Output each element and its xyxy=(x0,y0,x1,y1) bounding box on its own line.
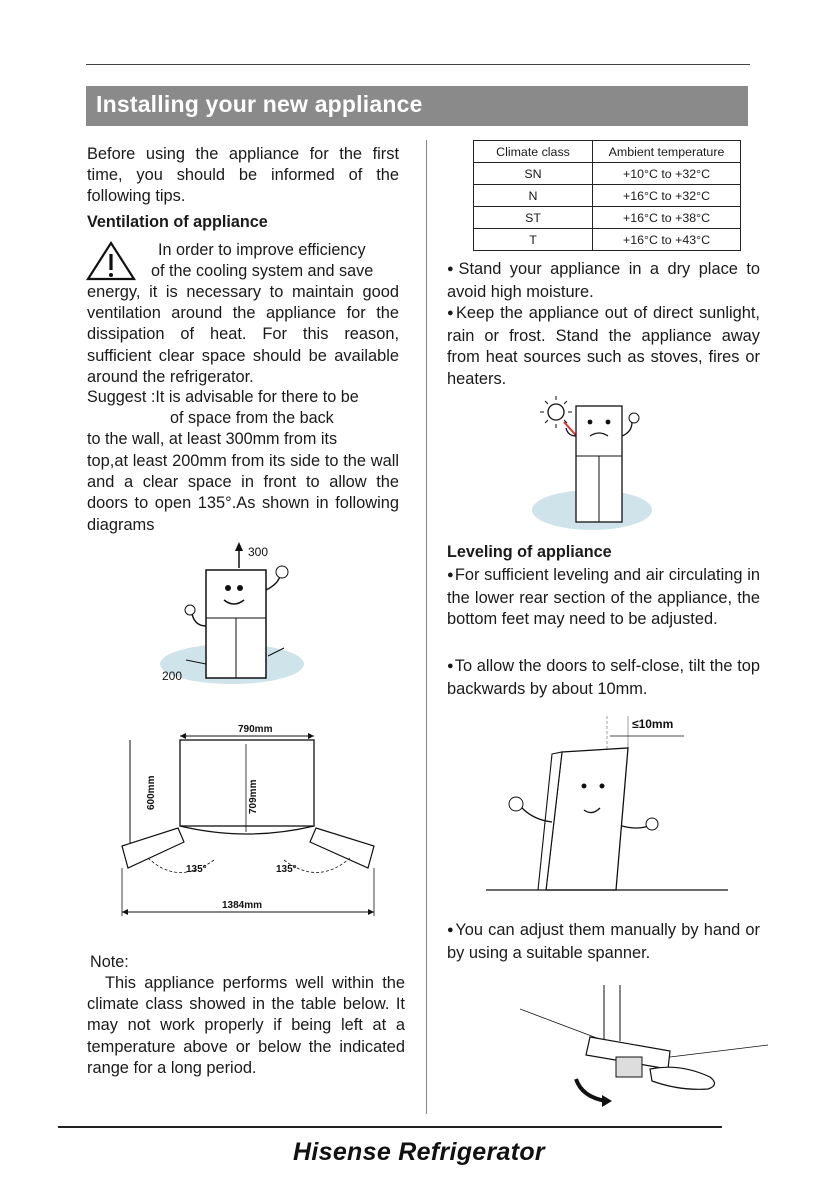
climate-table xyxy=(473,140,741,251)
column-divider xyxy=(426,140,427,1114)
top-clearance-label: 300 xyxy=(248,545,269,559)
brand-footer: Hisense Refrigerator xyxy=(293,1138,545,1166)
note-paragraph: This appliance performs well within the climate class showed in the table below. It may not work properly if being left at a temperature above or below the indicated range for a long period. xyxy=(87,974,405,1077)
left-angle-label: 135° xyxy=(186,864,207,875)
temperature-cell: +16°C to +32°C xyxy=(593,185,741,207)
tilt-bullet: ● To allow the doors to self-close, tilt the top backwards by about 10mm. xyxy=(447,656,760,700)
column-header: Climate class xyxy=(474,141,593,163)
leveling-heading: Leveling of appliance xyxy=(447,543,612,561)
climate-class-cell: T xyxy=(474,229,593,251)
up-arrow-icon xyxy=(235,542,243,551)
column-header: Ambient temperature xyxy=(593,141,741,163)
suggest-line-3: to the wall, at least 300mm from its xyxy=(87,430,338,448)
ventilation-paragraph: energy, it is necessary to maintain good ventilation around the appliance for the dissipation of heat. For this reason, sufficient clear space should be available around the refrigerator. xyxy=(87,283,399,386)
climate-class-cell: ST xyxy=(474,207,593,229)
vent-line-1: In order to improve efficiency xyxy=(158,241,366,259)
right-angle-label: 135° xyxy=(276,864,297,875)
door-plan-diagram xyxy=(118,718,380,918)
fridge-plan xyxy=(180,740,314,826)
heat-source-illustration xyxy=(528,392,658,534)
ventilation-heading: Ventilation of appliance xyxy=(87,213,268,231)
tilt-diagram xyxy=(482,712,744,904)
table-row xyxy=(474,229,741,251)
depth2-label: 709mm xyxy=(248,779,259,814)
intro-paragraph: Before using the appliance for the first time, you should be informed of the following tips. xyxy=(87,145,399,206)
leveling-bullet: ● For sufficient leveling and air circulating in the lower rear section of the appliance, the bottom feet may need to be adjusted. xyxy=(447,565,760,631)
table-header-row xyxy=(474,141,741,163)
climate-class-cell: N xyxy=(474,185,593,207)
top-rule xyxy=(86,64,750,65)
adjustable-foot xyxy=(616,1057,642,1077)
depth-label: 600mm xyxy=(146,775,157,810)
table-row xyxy=(474,163,741,185)
vent-line-2: of the cooling system and save xyxy=(151,262,374,280)
rotate-arrow-icon xyxy=(602,1095,612,1107)
table-row xyxy=(474,185,741,207)
temperature-cell: +10°C to +32°C xyxy=(593,163,741,185)
table-row xyxy=(474,207,741,229)
section-banner xyxy=(86,86,748,126)
suggest-paragraph: top,at least 200mm from its side to the wall and a clear space in front to allow the doors to open 135°.As shown in following diagrams xyxy=(87,452,399,534)
suggest-line-1: Suggest :It is advisable for there to be xyxy=(87,388,359,406)
temperature-cell: +16°C to +38°C xyxy=(593,207,741,229)
total-width-label: 1384mm xyxy=(222,900,263,911)
width-label: 790mm xyxy=(238,724,273,735)
bottom-rule xyxy=(58,1126,722,1128)
sun-icon xyxy=(540,396,572,428)
page-title: Installing your new appliance xyxy=(96,91,423,117)
dry-place-bullet: ● Stand your appliance in a dry place to avoid high moisture. xyxy=(447,259,760,303)
suggest-line-2: of space from the back xyxy=(170,409,334,427)
clearance-diagram xyxy=(150,540,310,690)
side-clearance-label: 200 xyxy=(162,669,183,683)
sunlight-bullet: ● Keep the appliance out of direct sunlight, rain or frost. Stand the appliance away from heat sources such as stoves, fires or heaters. xyxy=(447,303,760,390)
note-label: Note: xyxy=(90,953,129,971)
foot-adjust-illustration xyxy=(520,985,770,1110)
right-door xyxy=(310,828,374,868)
climate-class-cell: SN xyxy=(474,163,593,185)
temperature-cell: +16°C to +43°C xyxy=(593,229,741,251)
warning-icon xyxy=(85,240,137,282)
adjust-bullet: ● You can adjust them manually by hand or by using a suitable spanner. xyxy=(447,920,760,964)
tilt-label: ≤10mm xyxy=(632,717,674,731)
hand-icon xyxy=(650,1067,715,1089)
